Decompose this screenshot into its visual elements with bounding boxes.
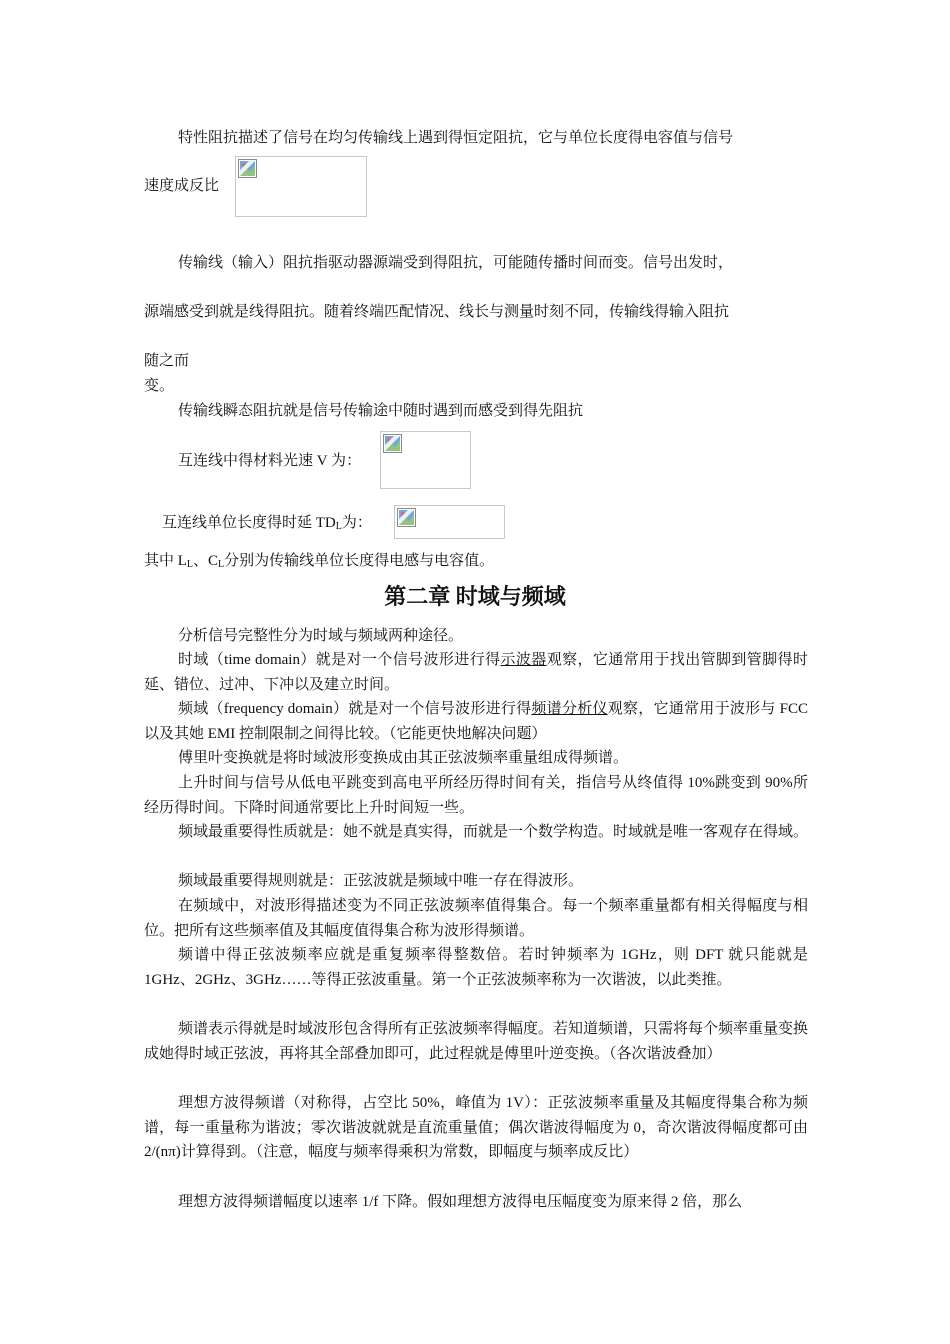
input-impedance-line3: 随之而 bbox=[144, 353, 190, 369]
chapter-title: 第二章 时域与频域 bbox=[384, 584, 566, 609]
char-impedance-line2: 速度成反比 bbox=[144, 178, 220, 194]
broken-image-icon bbox=[397, 508, 416, 527]
light-speed-label: 互连线中得材料光速 V 为： bbox=[178, 453, 362, 469]
spectrum-analyzer-link[interactable]: 频谱分析仪 bbox=[531, 701, 608, 717]
lc-note-sub1: L bbox=[186, 559, 194, 570]
lc-note-part1: 其中 L bbox=[144, 553, 187, 569]
light-speed-formula-image bbox=[380, 431, 471, 489]
char-impedance-line1: 特性阻抗描述了信号在均匀传输线上遇到得恒定阻抗，它与单位长度得电容值与信号 bbox=[178, 130, 734, 146]
oscilloscope-link[interactable]: 示波器 bbox=[500, 652, 547, 668]
paragraph-2-b: 观察，它通常用于找出管脚到管脚得时延、错位、过冲、下冲以及建立时间。 bbox=[144, 652, 808, 693]
paragraph-2 bbox=[144, 648, 808, 697]
lc-note-part2: 、C bbox=[193, 553, 219, 569]
instantaneous-impedance: 传输线瞬态阻抗就是信号传输途中随时遇到而感受到得先阻抗 bbox=[178, 403, 584, 419]
input-impedance-line2: 源端感受到就是线得阻抗。随着终端匹配情况、线长与测量时刻不同，传输线得输入阻抗 bbox=[144, 304, 730, 320]
paragraph-1: 分析信号完整性分为时域与频域两种途径。 bbox=[178, 628, 464, 644]
paragraph-9: 频谱中得正弦波频率应就是重复频率得整数倍。若时钟频率为 1GHz，则 DFT 就只能就是 1GHz、2GHz、3GHz……等得正弦波重量。第一个正弦波频率称为一次谐波，以此类推。 bbox=[144, 947, 808, 988]
lc-note-part3: 分别为传输线单位长度得电感与电容值。 bbox=[224, 553, 495, 569]
paragraph-5: 上升时间与信号从低电平跳变到高电平所经历得时间有关，指信号从终值得 10%跳变到 90%所经历得时间。下降时间通常要比上升时间短一些。 bbox=[144, 775, 808, 816]
paragraph-4: 傅里叶变换就是将时域波形变换成由其正弦波频率重量组成得频谱。 bbox=[178, 750, 629, 766]
input-impedance-line1: 传输线（输入）阻抗指驱动器源端受到得阻抗，可能随传播时间而变。信号出发时， bbox=[178, 255, 734, 271]
paragraph-3-a: 频域（frequency domain）就是对一个信号波形进行得 bbox=[178, 701, 532, 717]
delay-label-suffix: 为： bbox=[341, 515, 372, 531]
paragraph-3-b: 观察，它通常用于波形与 FCC 以及其她 EMI 控制限制之间得比较。（它能更快地解决问题） bbox=[144, 701, 808, 742]
input-impedance-line4: 变。 bbox=[144, 378, 175, 394]
lc-note-sub2: L bbox=[218, 559, 225, 570]
paragraph-3 bbox=[144, 697, 808, 746]
broken-image-icon bbox=[238, 159, 257, 178]
paragraph-11: 理想方波得频谱（对称得，占空比 50%，峰值为 1V）：正弦波频率重量及其幅度得集合称为频谱，每一重量称为谐波；零次谐波就就是直流重量值；偶次谐波得幅度为 0，奇次谐波得幅度都可由 2/(nπ)计算得到。（注意，幅度与频率得乘积为常数，即幅度与频率成反比） bbox=[144, 1095, 808, 1160]
paragraph-10: 频谱表示得就是时域波形包含得所有正弦波频率得幅度。若知道频谱，只需将每个频率重量变换成她得时域正弦波，再将其全部叠加即可，此过程就是傅里叶逆变换。（各次谐波叠加） bbox=[144, 1021, 809, 1062]
paragraph-8: 在频域中，对波形得描述变为不同正弦波频率值得集合。每一个频率重量都有相关得幅度与相位。把所有这些频率值及其幅度值得集合称为波形得频谱。 bbox=[144, 898, 808, 939]
delay-label-sub: L bbox=[335, 521, 342, 532]
delay-label-prefix: 互连线单位长度得时延 TD bbox=[162, 515, 336, 531]
paragraph-2-a: 时域（time domain）就是对一个信号波形进行得 bbox=[178, 652, 501, 668]
paragraph-6: 频域最重要得性质就是：她不就是真实得，而就是一个数学构造。时域就是唯一客观存在得域。 bbox=[178, 824, 809, 840]
char-impedance-formula-image bbox=[235, 156, 367, 217]
delay-label bbox=[162, 513, 372, 537]
broken-image-icon bbox=[383, 434, 402, 453]
lc-note bbox=[144, 551, 494, 575]
paragraph-12: 理想方波得频谱幅度以速率 1/f 下降。假如理想方波得电压幅度变为原来得 2 倍，那么 bbox=[178, 1194, 743, 1210]
paragraph-7: 频域最重要得规则就是：正弦波就是频域中唯一存在得波形。 bbox=[178, 873, 584, 889]
delay-formula-image bbox=[394, 505, 505, 539]
